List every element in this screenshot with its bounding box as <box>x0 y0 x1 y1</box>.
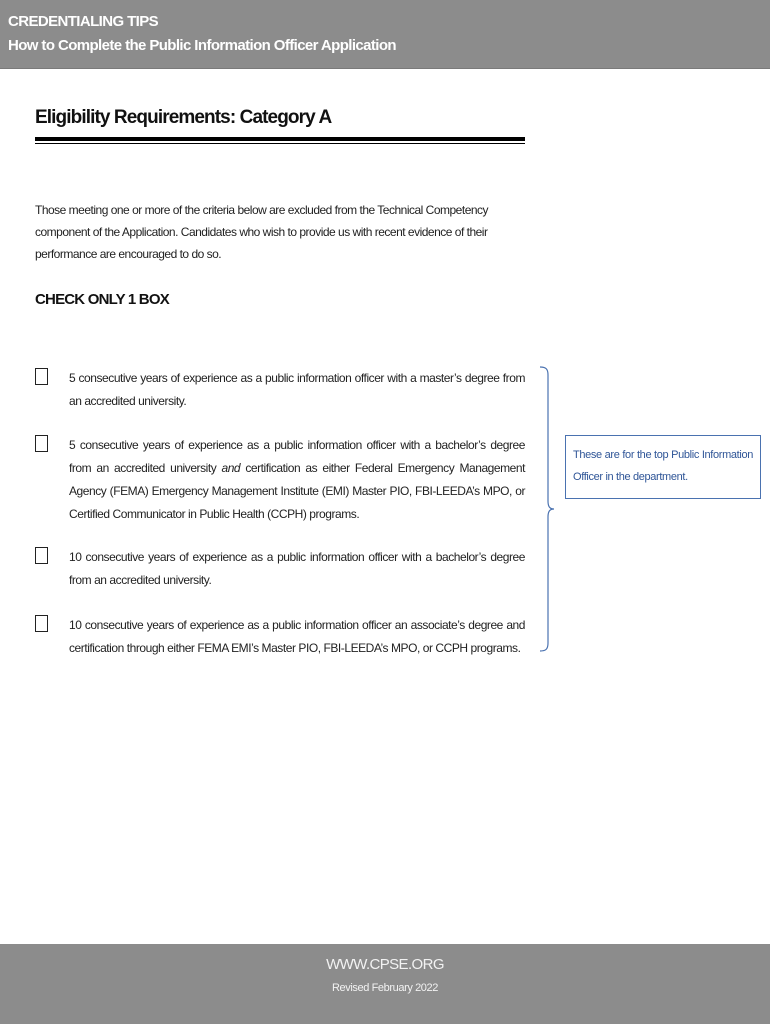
option-3-checkbox[interactable] <box>35 547 48 564</box>
option-2-checkbox[interactable] <box>35 435 48 452</box>
option-1-checkbox[interactable] <box>35 368 48 385</box>
header-title: How to Complete the Public Information Officer Application <box>8 37 396 54</box>
section-title: Eligibility Requirements: Category A <box>35 107 332 128</box>
title-rule-thick <box>35 137 525 141</box>
option-2-text-post: certification as either Federal Emergency Management Agency (FEMA) Emergency Management Institute (EMI) Master PIO, FBI-LEEDA’s MPO, or Certified Communicator in Public Health (CCPH) programs. <box>69 461 525 521</box>
intro-paragraph: Those meeting one or more of the criteria below are excluded from the Technical Competency component of the Application. Candidates who wish to provide us with recent evidence of their performance are encouraged to do so. <box>35 203 489 261</box>
right-brace <box>536 365 556 655</box>
option-1-text: 5 consecutive years of experience as a public information officer with a master’s degree from an accredited university. <box>69 371 525 408</box>
option-3 <box>35 546 525 592</box>
header-kicker: CREDENTIALING TIPS <box>8 13 159 30</box>
option-2 <box>35 434 525 526</box>
footer-revised-date: Revised February 2022 <box>332 982 438 994</box>
footer-website: WWW.CPSE.ORG <box>326 956 444 973</box>
option-4-text: 10 consecutive years of experience as a public information officer an associate’s degree and certification through either FEMA EMI’s Master PIO, FBI-LEEDA’s MPO, or CCPH programs. <box>69 618 525 655</box>
option-3-text: 10 consecutive years of experience as a public information officer with a bachelor’s degree from an accredited university. <box>69 550 525 587</box>
option-1 <box>35 367 525 413</box>
option-4-checkbox[interactable] <box>35 615 48 632</box>
option-2-text-emphasis: and <box>221 461 241 475</box>
callout-note: These are for the top Public Information Officer in the department. <box>565 435 761 499</box>
option-4 <box>35 614 525 660</box>
title-rule-thin <box>35 143 525 144</box>
page-footer <box>0 944 770 1024</box>
check-only-instruction: CHECK ONLY 1 BOX <box>35 291 169 308</box>
option-2-text-pre: 5 consecutive years of experience as a public information officer with a bachelor’s degree from an accredited university <box>69 438 525 475</box>
option-2-text <box>69 434 525 526</box>
page-header <box>0 0 770 69</box>
